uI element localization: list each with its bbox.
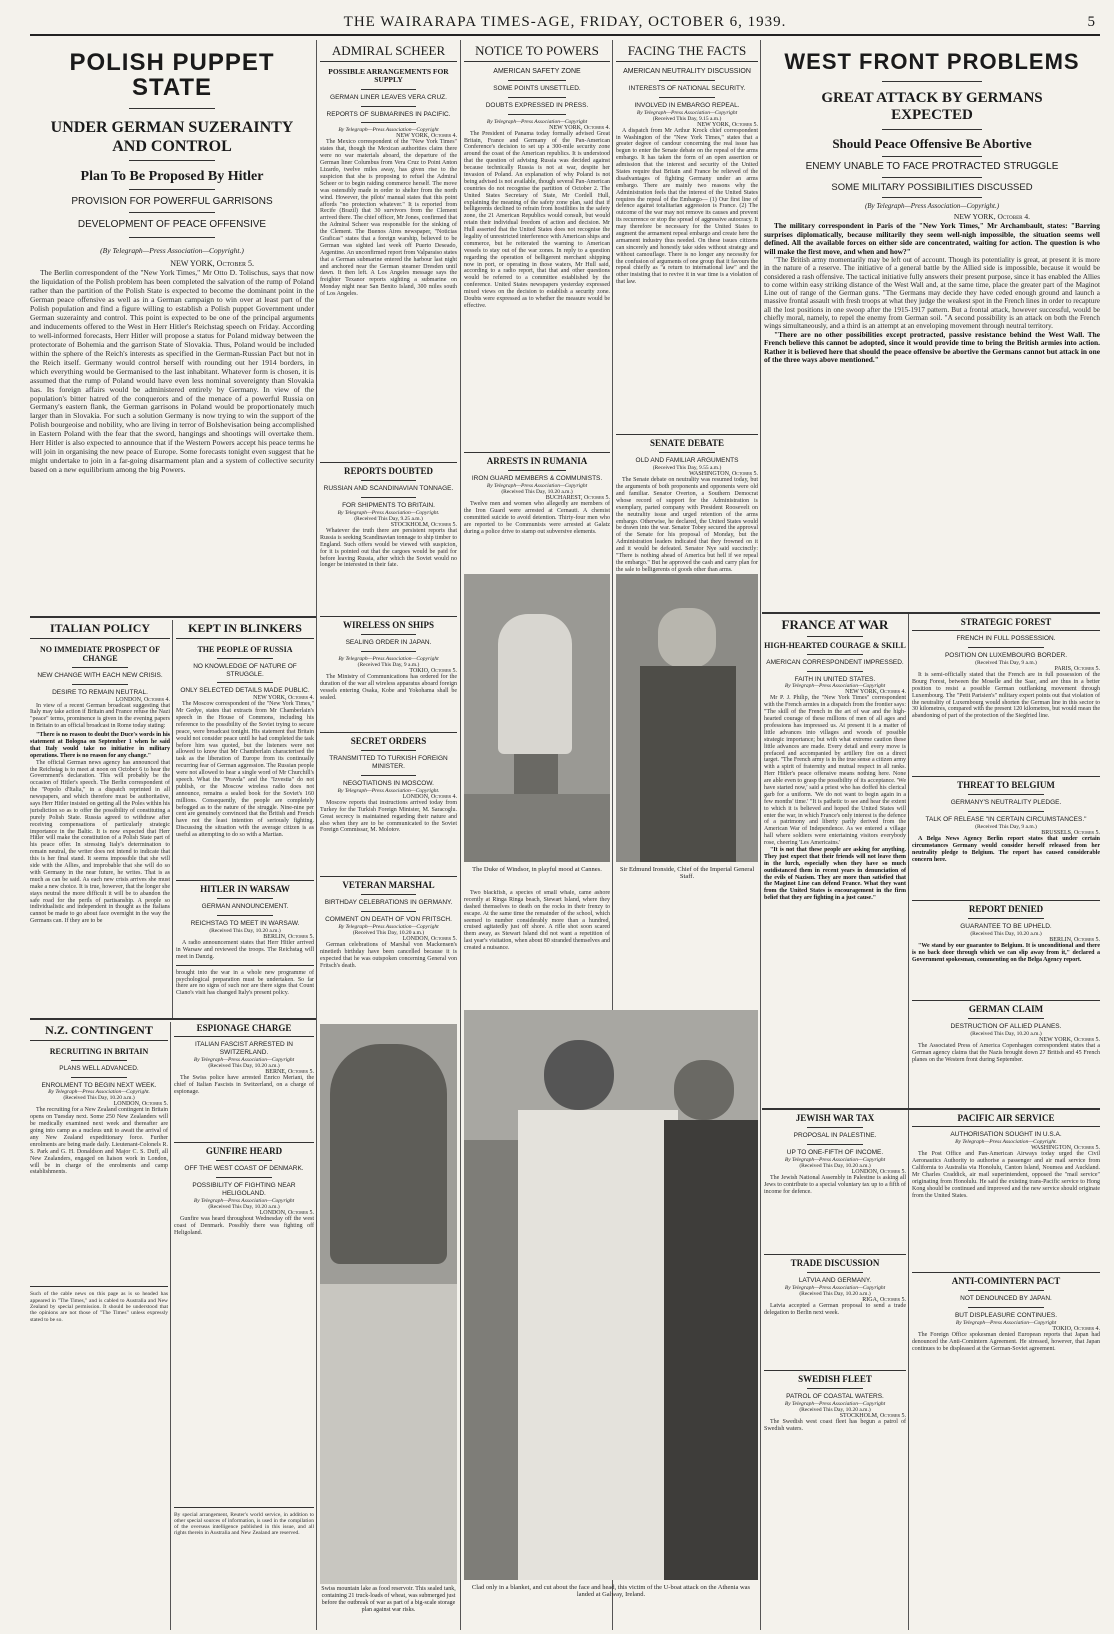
headline: STRATEGIC FOREST xyxy=(912,618,1100,631)
article-body: The Moscow correspondent of the "New York Times," Mr Gedye, states that extracts from Mr Chamberlain's speech in the House of Commons, including his reference to the possibility of the Soviet trying to secure peace, were broadcast tonight. His statement that Britain would not consider peace until he had completed the task before him was quoted, but the listeners were not allowed to know that Mr Chamberlain characterised the task as the liberation of Europe from its continually recurring fear of German aggression. The Russian people were not allowed to hear a single word of Mr Churchill's speech. What the "Pravda" and the "Izvestia" do not publish, or the Moscow wireless radio does not announce, remains a sealed book for the Soviet's 160 millions. Consequently, the people are completely befogged as to the nature of the struggle. Nine-nine per cent are genuinely convinced that the British and French have not the least intention of seriously fighting. Discussing the situation with the average citizen is as useful as attempting to do so with a Martian. xyxy=(176,701,314,839)
subheadline: FRENCH IN FULL POSSESSION. xyxy=(956,635,1056,643)
received-line: (Received This Day, 10.20 a.m.) xyxy=(208,1203,280,1210)
dateline: RIGA, October 5. xyxy=(862,1297,906,1304)
deck: SOME MILITARY POSSIBILITIES DISCUSSED xyxy=(831,181,1033,193)
credit-line: By Telegraph—Press Association—Copyright xyxy=(784,1401,886,1408)
deck: TALK OF RELEASE "IN CERTAIN CIRCUMSTANCES." xyxy=(925,816,1087,824)
article-body: The Senate debate on neutrality was resumed today, but the arguments of both proponents and opponents were old and familiar. Senator Overton, a Southern Democrat whose record of support for the Administration is exemplary, parted company with President Roosevelt on the neutrality issue and urged retention of the arms embargo. Otherwise, he declared, the United States would be drawn into the war. Senator Tobey secured the approval of the Senate for his proposal of Monday, but the Administration leaders indicated that they frowned on it and it would be defeated. Senator Nye said succinctly: "There is nothing ahead of America but hell if we repeal the embargo." But he approved the cash and carry plan for the sale to belligerents of goods other than arms. xyxy=(616,477,758,573)
deck: POSSIBILITY OF FIGHTING NEAR HELIGOLAND. xyxy=(192,1182,296,1198)
deck: FOR SHIPMENTS TO BRITAIN. xyxy=(342,502,435,510)
article-hitler-in-warsaw xyxy=(176,876,314,1016)
subheadline: GUARANTEE TO BE UPHELD. xyxy=(960,923,1052,931)
article-espionage-charge xyxy=(174,1024,314,1134)
dateline: NEW YORK, October 4. xyxy=(845,689,906,696)
article-lead: The military correspondent in Paris of the "New York Times," Mr Archambault, states: "Barring surprises diplomatically, because militarily they seem well-nigh impossible, the situation seems well defined. All the available forces on either side are concentrated, waiting for action. The question is who will make the first move, and when and how?" xyxy=(764,220,1100,256)
dateline: LONDON, October 5. xyxy=(402,936,457,943)
received-line: (Received This Day, 10.20 a.m.) xyxy=(352,930,425,937)
headline: SENATE DEBATE xyxy=(650,438,724,448)
article-body: The Swiss police have arrested Enrico Meriani, the chief of Italian Fascists in Switzerland, on a charge of espionage. xyxy=(174,1075,314,1095)
article-trade-discussion xyxy=(764,1250,906,1360)
article-body: The Swedish west coast fleet has begun a patrol of Swedish waters. xyxy=(764,1419,906,1433)
article-body: "The British army momentarily may be left out of account. Though its potentiality is great, at present it is more in the nature of a reserve. The initiative of a general battle by the Allied side is impossible, because it would be considered a rash offensive. The tactical initiative fully answers their present purpose, since it has enabled the Allies to come within easy striking distance of the West Wall and, at the same time, place the greater part of the Maginot Line out of range of the German guns. "The Germans may decide they have ceded enough ground and launch a massive frontal assault with fresh troops at what they judge the weakest spot in the French lines in order to recapture all the lost positions in one swoop after the 1915-1917 pattern. But a frontal attack, however successful, would be chiefly moral, namely, to repel the enemy from German soil. "A second possibility is an attack on both the French wings simultaneously, and a third is an attempt at an enveloping movement through neutral territory. xyxy=(764,256,1100,331)
article-blackfish xyxy=(464,890,610,1004)
headline: ITALIAN POLICY xyxy=(30,622,170,639)
column-rule xyxy=(170,1022,171,1630)
article-body: Latvia accepted a German proposal to send a trade delegation to Berlin next week. xyxy=(764,1303,906,1317)
article-anti-comintern-pact xyxy=(912,1268,1100,1418)
article-body-continued: brought into the war in a whole new programme of psychological preparation must be undertaken. So far there are no signs of such nor are there signs that Count Ciano's visit has changed Italy's present policy. xyxy=(176,969,314,997)
deck: SOME POINTS UNSETTLED. xyxy=(493,85,581,93)
article-polish-puppet-state xyxy=(30,44,314,614)
credit-line: By Telegraph—Press Association—Copyright xyxy=(955,1320,1057,1327)
received-line: (Received This Day, 10.20 a.m.) xyxy=(209,928,281,935)
received-line: (Received This Day, 10.20 a.m.) xyxy=(799,1291,871,1298)
headline: POLISH PUPPET STATE xyxy=(69,49,275,102)
subheadline: RUSSIAN AND SCANDINAVIAN TONNAGE. xyxy=(323,485,454,493)
subheadline: RECRUITING IN BRITAIN xyxy=(49,1046,149,1056)
deck: NO KNOWLEDGE OF NATURE OF STRUGGLE. xyxy=(193,662,297,678)
article-notice-to-powers xyxy=(464,44,610,444)
article-body: Moscow reports that instructions arrived today from Turkey for the Turkish Foreign Minister, M. Saracoglu. Great secrecy is maintained regarding their nature and also when they are to be communicated to the Soviet Foreign Commissar, M. Molotov. xyxy=(320,799,457,834)
deck: ENROLMENT TO BEGIN NEXT WEEK. xyxy=(41,1081,157,1089)
dateline: PARIS, October 5. xyxy=(1054,666,1100,673)
photo-duke-of-windsor xyxy=(464,574,610,862)
article-secret-orders xyxy=(320,728,457,868)
dateline: LONDON, October 4. xyxy=(115,696,170,703)
credit-line: By Telegraph—Press Association—Copyright xyxy=(636,109,738,116)
article-quote: "There are no other possibilities except protracted, passive resistance behind the West Wall. The French believe this cannot be adopted, since it would provide time to bring the British armies into action. Rather it is believed here that should the peace offensive be abortive the Germans cannot but attack in one of the three ways above mentioned." xyxy=(764,329,1100,365)
dateline: NEW YORK, October 5. xyxy=(1039,1037,1100,1044)
credit-line: (By Telegraph—Press Association—Copyright.) xyxy=(100,246,244,256)
subheadline: Plan To Be Proposed By Hitler xyxy=(80,169,264,185)
headline: ESPIONAGE CHARGE xyxy=(174,1024,314,1037)
column-rule xyxy=(172,620,173,1020)
received-line: (Received This Day, 9.25 a.m.) xyxy=(354,516,423,523)
deck: POSITION ON LUXEMBOURG BORDER. xyxy=(944,652,1068,660)
dateline: WASHINGTON, October 5. xyxy=(1031,1145,1100,1152)
article-body: The Post Office and Pan-American Airways today urged the Civil Aeronautics Authority to authorise a passenger and air mail service from California to Australia via Honolulu, Canton Island, Noumea and Auckland. Mr Charles Craddick, air mail superintendent, opposed the "mail service" originating from Honolulu. He said the existing trans-Pacific service to Hong Kong should be continued and improved and the new service should originate from the United States. xyxy=(912,1151,1100,1199)
headline: THREAT TO BELGIUM xyxy=(957,780,1055,790)
column-rule xyxy=(316,40,317,1630)
headline: REPORT DENIED xyxy=(968,904,1044,914)
received-line: (Received This Day, 10.20 a.m.) xyxy=(501,489,573,496)
deck: REPORTS OF SUBMARINES IN PACIFIC. xyxy=(326,110,451,118)
article-body: A radio announcement states that Herr Hitler arrived in Warsaw and reviewed the troops. The Reichstag will meet in Danzig. xyxy=(176,940,314,960)
photo-caption: Clad only in a blanket, and cut about the face and head, this victim of the U-boat attack on the Athenia was landed at Galway, Ireland. xyxy=(471,1584,751,1599)
article-body: Whatever the truth there are persistent reports that Russia is seeking Scandinavian tonnage to ship timber to England. Such offers would be viewed with suspicion, for it is pointed out that the cargoes would be paid for before leaving Russia, after which the Soviet would no longer be interested in their fate. xyxy=(320,528,457,569)
article-quote: "It is not that these people are asking for anything. They just expect that their friends will not leave them in the lurch, especially when they have so much outdistanced them in recent years in denunciation of the evils of Nazism. They are more than satisfied that the Maginot Line can defend France. What they want from the United States is encouragement in the firm belief that they are fighting in a just cause." xyxy=(764,847,906,902)
credit-line: By Telegraph—Press Association—Copyright. xyxy=(48,1089,150,1096)
column-rule xyxy=(460,40,461,1630)
subheadline: TRANSMITTED TO TURKISH FOREIGN MINISTER. xyxy=(329,755,448,771)
subheadline: GERMAN ANNOUNCEMENT. xyxy=(201,903,289,911)
dateline: LONDON, October 4. xyxy=(402,793,457,800)
dateline: NEW YORK, October 4. xyxy=(953,211,1030,221)
deck: DOUBTS EXPRESSED IN PRESS. xyxy=(485,101,589,109)
headline: VETERAN MARSHAL xyxy=(342,880,435,890)
credit-line: By Telegraph—Press Association—Copyright. xyxy=(337,787,440,794)
headline: HITLER IN WARSAW xyxy=(200,884,290,894)
subheadline: AMERICAN SAFETY ZONE xyxy=(493,67,581,75)
article-wireless-on-ships xyxy=(320,612,457,724)
subheadline: NOT DENOUNCED BY JAPAN. xyxy=(960,1295,1052,1303)
subheadline: NO IMMEDIATE PROSPECT OF CHANGE xyxy=(40,644,160,663)
article-body: Gunfire was heard throughout Wednesday off the west coast of Denmark. Possibly there was fighting off Heligoland. xyxy=(174,1215,314,1236)
dateline: TOKIO, October 5. xyxy=(409,668,457,675)
article-body: The President of Panama today formally advised Great Britain, France and Germany of the Pan-American Conference's decision to set up a 300-mile security zone around the coast of the American republics. It is understood that the question of advising Russia was decided against because technically Russia is not at war, despite her invasion of Poland. An explanation of why Poland is not being advised is not available, though several Pan-American countries do not recognise the partition of October 2. The United States Secretary of State, Mr Cordell Hull, explaining the meaning of the safety zone plan, said that if belligerents declined to refrain from hostilities in the safety zone, the 21 American Republics would consult, but would retain their individual freedom of action and decision. Mr Hull asserted that the United States does not recognise the legality of unrestricted interference with American ships and commerce, but he reiterated the warning to American vessels to stay out of the war zones. In reply to a question regarding the operation of belligerent merchant shipping now in port, or operating in those waters, Mr Hull said, according to a radio report, that that and other questions would be referred to a committee established by the conference. United States newspapers yesterday expressed mixed views on the decision to establish a security zone. Doubts were expressed as to whether the measure would be effective. xyxy=(464,130,610,309)
subheadline: ITALIAN FASCIST ARRESTED IN SWITZERLAND. xyxy=(194,1041,293,1057)
dateline: NEW YORK, October 4. xyxy=(253,695,314,702)
received-line: (Received This Day, 10.20 a.m.) xyxy=(799,1407,871,1414)
deck: AMERICAN CORRESPONDENT IMPRESSED. xyxy=(766,658,904,666)
photo-athenia-victim xyxy=(464,1010,758,1580)
credit-line: By Telegraph—Press Association—Copyright xyxy=(338,656,439,663)
credit-line: By Telegraph—Press Association—Copyright xyxy=(193,1057,295,1064)
received-line: (Received This Day, 9 a.m.) xyxy=(975,824,1037,831)
subheadline: SEALING ORDER IN JAPAN. xyxy=(345,639,432,647)
received-line: (Received This Day, 9.55 a.m.) xyxy=(652,465,722,472)
column-rule xyxy=(908,614,909,1630)
credit-line: By Telegraph—Press Association—Copyright xyxy=(784,683,886,690)
article-jewish-war-tax xyxy=(764,1114,906,1244)
headline: GUNFIRE HEARD xyxy=(205,1146,283,1156)
headline: ADMIRAL SCHEER xyxy=(320,44,457,62)
article-body: A dispatch from Mr Arthur Krock chief correspondent in Washington of the "New York Times," states that a greater degree of candour concerning the real issue has begun to enter the Senate debate on the repeal of the arms embargo. It has taken the form of an open assertion or admission that the interest and security of the United States require that Britain and France be relieved of the disadvantages of fighting Germany under an arms embargo. There are mainly two reasons why the Administration feels that the interest of the United States requires the repeal of the Embargo— (1) Our first line of defence against totalitarian aggression is France. (2) The outcome of the war may not remove its causes and prevent its recurrence or stop the spread of aggressive autocracy. It may therefore be necessary for the United States to augment the armament repeal embargo and create here the armament industry thus needed. On these issues citizens can sincerely and honestly take sides without strategy and without camouflage. There is no longer any necessity for the confusion of arguments of one group that it favours the repeal chiefly as "a return to international law" and the other insisting that to revive it in war time is a violation of that law. xyxy=(616,127,758,286)
subheadline: OFF THE WEST COAST OF DENMARK. xyxy=(184,1165,304,1173)
subheadline: AMERICAN NEUTRALITY DISCUSSION xyxy=(623,67,751,75)
credit-line: By Telegraph—Press Association—Copyright xyxy=(486,118,588,125)
dateline: STOCKHOLM, October 5. xyxy=(839,1413,906,1420)
article-arrests-in-rumania xyxy=(464,448,610,568)
deck: INTERESTS OF NATIONAL SECURITY. xyxy=(628,85,746,93)
article-nz-contingent xyxy=(30,1024,168,1630)
photo-edmund-ironside xyxy=(616,574,758,862)
deck: REICHSTAG TO MEET IN WARSAW. xyxy=(190,920,300,928)
article-quote: "There is no reason to doubt the Duce's words in his statement at Bologna on September 1 when he said that Italy would take no initiative in military operations. There is no reason for any change." xyxy=(30,732,170,759)
subheadline: PROPOSAL IN PALESTINE. xyxy=(793,1132,877,1140)
headline: WIRELESS ON SHIPS xyxy=(342,620,435,630)
deck: DESIRE TO REMAIN NEUTRAL. xyxy=(52,688,148,696)
dateline: NEW YORK, October 5. xyxy=(170,259,254,269)
article-veteran-marshal xyxy=(320,872,457,1018)
dateline: BRUSSELS, October 5. xyxy=(1041,830,1100,837)
subheadline: AUTHORISATION SOUGHT IN U.S.A. xyxy=(950,1131,1062,1139)
column-rule xyxy=(760,40,761,1630)
article-body: A Belga News Agency Berlin report states that under certain circumstances Germany would consider herself released from her neutrality pledge to Belgium. The report has caused considerable concern here. xyxy=(912,836,1100,863)
headline: GERMAN CLAIM xyxy=(968,1004,1044,1014)
headline: NOTICE TO POWERS xyxy=(464,44,610,62)
deck: UP TO ONE-FIFTH OF INCOME. xyxy=(786,1149,884,1157)
received-line: (Received This Day, 10.20 a.m.) xyxy=(63,1095,135,1102)
article-pacific-air-service xyxy=(912,1114,1100,1264)
article-body: The recruiting for a New Zealand contingent in Britain opens on Tuesday next. Some 250 New Zealanders will be medically examined next week and thereafter are going into camp as a nucleus unit to await the arrival of any New Zealand expeditionary force. Further enrolments are being made daily. Lieutenant-Colonels R. S. Park and G. H. Donaldson and Major C. S. Duff, all New Zealanders, engaged on liaison work in London, will be in charge of the enrolments and camp establishments. xyxy=(30,1107,168,1176)
headline: SWEDISH FLEET xyxy=(798,1374,872,1384)
article-body: Twelve men and women who allegedly are members of the Iron Guard were arrested at Cernauti. A chemist committed suicide to avoid detention. Thirty-four men who are reported to be Communists were arrested at Galatz during a police drive to stamp out subversive elements. xyxy=(464,501,610,535)
deck: NEGOTIATIONS IN MOSCOW. xyxy=(343,780,434,788)
deck: GERMAN LINER LEAVES VERA CRUZ. xyxy=(330,93,447,101)
dateline: NEW YORK, October 4. xyxy=(396,133,457,140)
deck: DEVELOPMENT OF PEACE OFFENSIVE xyxy=(77,219,267,231)
headline: WEST FRONT PROBLEMS xyxy=(784,49,1080,74)
credit-line: By Telegraph—Press Association—Copyright xyxy=(338,924,439,931)
article-body: Mr P. J. Philip, the "New York Times" correspondent with the French armies in a dispatch from the frontier says: "The skill of the French in the art of war and the high-hearted courage of these millions of men of all ages and professions has impressed us. At present it is a matter of little advances into villages and woods of possible strategic importance; but with what extreme caution these little advances are made. Every detail and every move is prefaced and accompanied by artillery fire on a direct target. "The French army is in the true sense a citizen army with a spirit of fraternity and mutual respect in all ranks. Herr Hitler's peace offensive means nothing here. None are able even to grasp the possibility of its acceptance. 'We have started now,' said a priest who has doffed his clerical garb for a uniform. 'We do not want to begin again in a few months' time.' "It is pathetic to see and hear the extent to which it is believed and hoped the United States will enter the war, in which France's only interest is the defence of a patrimony and liberty partly derived from the American War of Independence. As we entered a village hall where soldiers were entertaining visitors everybody rose, cheering 'Les Americains.' xyxy=(764,695,906,847)
deck: INVOLVED IN EMBARGO REPEAL. xyxy=(634,101,740,109)
credit-line: By Telegraph—Press Association—Copyright xyxy=(784,1285,886,1292)
subheadline: UNDER GERMAN SUZERAINTY AND CONTROL xyxy=(50,119,294,155)
headline: ANTI-COMINTERN PACT xyxy=(951,1276,1061,1286)
article-body: The Foreign Office spokesman denied European reports that Japan had denounced the Anti-Comintern Agreement. He stressed, however, that Japan continues to be displeased at the German-Soviet agreement. xyxy=(912,1332,1100,1352)
credit-line: By Telegraph—Press Association—Copyright xyxy=(193,1197,295,1204)
subheadline: PATROL OF COASTAL WATERS. xyxy=(786,1393,884,1401)
article-body: The official German news agency has announced that the Reichstag is to meet at noon on October 6 to hear the Government's declaration. This will probably be the occasion of Hitler's speech. The Berlin correspondent of the "Popolo d'Italia," in a dispatch reprinted in all newspapers, and which therefore must be authoritative, says Herr Hitler insisted on getting all the Poles within his jurisdiction so as to offer the possibility of constituting a purely Polish State. Russia agreed to withdraw after receiving compensations of particularly strategic importance in the Baltic. It is now expected that Herr Hitler will make the constitution of a Polish State part of his peace offer. In stressing Italy's determination to remain neutral, the writer does not intend to indicate that this is her final stand. It seems impossible that she will side with the Allies, and improbable that she will do so with Germany in the near future, he writes. That is as much as can be said. As each new crisis arrives she must make a new choice. It is true, however, that the longer she stays neutral the more difficult it will be to abandon the safe road for the perils of partisanship. A people so individualistic and independent in thought as the Italians cannot be made to go about face overnight in the way the Germans can. If they are to be xyxy=(30,759,170,925)
deck: ONLY SELECTED DETAILS MADE PUBLIC. xyxy=(180,687,310,695)
received-line: (Received This Day, 10.20 a.m.) xyxy=(970,931,1042,938)
article-reports-doubted xyxy=(320,458,457,608)
photo-caption: The Duke of Windsor, in playful mood at Cannes. xyxy=(472,866,602,873)
subheadline: GREAT ATTACK BY GERMANS EXPECTED xyxy=(821,90,1043,124)
credit-line: By Telegraph—Press Association—Copyright. xyxy=(955,1139,1057,1146)
article-body: In view of a recent German broadcast suggesting that Italy may take action if Britain and France refuse the Nazi "peace" terms, prominence is given in the evening papers in Britain to an official broadcast in Rome today stating: xyxy=(30,702,170,730)
headline: TRADE DISCUSSION xyxy=(790,1258,880,1268)
subheadline: POSSIBLE ARRANGEMENTS FOR SUPPLY xyxy=(328,66,449,85)
credit-line: By Telegraph—Press Association—Copyright xyxy=(784,1157,886,1164)
article-swedish-fleet xyxy=(764,1366,906,1626)
received-line: (Received This Day, 9.15 a.m.) xyxy=(652,115,722,122)
page-number: 5 xyxy=(1087,14,1096,30)
article-body: The Jewish National Assembly in Palestine is asking all Jews to contribute to a special voluntary tax up to a fifth of income for defence. xyxy=(764,1175,906,1195)
article-france-at-war xyxy=(764,618,906,1106)
article-facing-the-facts xyxy=(616,44,758,428)
photo-caption: Sir Edmund Ironside, Chief of the Imperial General Staff. xyxy=(619,866,755,881)
dateline: STOCKHOLM, October 5. xyxy=(390,522,457,529)
deck: BUT DISPLEASURE CONTINUES. xyxy=(954,1312,1058,1320)
credit-line: By Telegraph—Press Association—Copyright xyxy=(338,127,439,134)
headline: JEWISH WAR TAX xyxy=(795,1114,875,1123)
footnote: Such of the cable news on this page as is so headed has appeared in "The Times," and is cabled to Australia and New Zealand by special permission. It should be understood that the opinions are not those of "The Times" unless expressly stated to be so. xyxy=(30,1291,168,1323)
article-admiral-scheer xyxy=(320,44,457,454)
received-line: (Received This Day, 9 a.m.) xyxy=(357,662,420,669)
dateline: LONDON, October 5. xyxy=(259,1209,314,1216)
masthead xyxy=(30,12,1100,36)
received-line: (Received This Day, 9 a.m.) xyxy=(975,660,1037,667)
section-rule xyxy=(30,616,316,618)
article-body: German celebrations of Marshal von Mackensen's ninetieth birthday have been cancelled because it is expected that he was outspoken concerning General von Fritsch's death. xyxy=(320,942,457,969)
headline: N.Z. CONTINGENT xyxy=(30,1024,168,1041)
received-line: (Received This Day, 10.20 a.m.) xyxy=(799,1163,871,1170)
dateline: NEW YORK, October 4. xyxy=(549,124,610,131)
subheadline: IRON GUARD MEMBERS & COMMUNISTS. xyxy=(471,475,603,483)
footnote: By special arrangement, Reuter's world service, in addition to other special sources of information, is used in the compilation of the overseas intelligence published in this issue, and all rights therein in Australia and New Zealand are reserved. xyxy=(174,1511,314,1537)
credit-line: (By Telegraph—Press Association—Copyright.) xyxy=(864,201,1000,210)
section-rule xyxy=(762,612,1100,614)
article-gunfire-heard xyxy=(174,1138,314,1626)
deck: ENEMY UNABLE TO FACE PROTRACTED STRUGGLE xyxy=(805,160,1059,172)
headline: SECRET ORDERS xyxy=(350,736,427,746)
subheadline: THE PEOPLE OF RUSSIA xyxy=(197,644,293,654)
headline: FACING THE FACTS xyxy=(616,44,758,62)
article-body: The Ministry of Communications has ordered for the duration of the war all wireless apparatus aboard foreign vessels entering Osaka, Kobe and Yokohama shall be sealed. xyxy=(320,674,457,701)
subheadline: GERMANY'S NEUTRALITY PLEDGE. xyxy=(950,799,1062,807)
article-body: Two blackfish, a species of small whale, came ashore recently at Ringa Ringa beach, Stewart Island, where they dashed themselves to death on the rocks in their frenzy to escape. At the same time the remainder of the school, which seemed to number considerably more than a hundred, cruised agitatedly just off shore. A rifle shot soon scared them away, as Stewart Island did not want a repetition of last year's visitation, when about 80 stranded themselves and created a nuisance. xyxy=(464,890,610,952)
section-rule xyxy=(30,1018,316,1020)
headline: FRANCE AT WAR xyxy=(781,618,889,632)
headline: KEPT IN BLINKERS xyxy=(176,622,314,639)
subheadline: OLD AND FAMILIAR ARGUMENTS xyxy=(635,457,739,465)
dateline: TOKIO, October 4. xyxy=(1052,1326,1100,1333)
headline: REPORTS DOUBTED xyxy=(344,466,433,476)
article-west-front-problems xyxy=(764,44,1100,610)
article-body: It is semi-officially stated that the French are in full possession of the Bourg Forest, between the Moselle and the Saar, and are thus in a better position to resist a possible German outflanking movement through Luxembourg. The "Petit Parisien's" military expert points out that violation of the neutrality of Luxembourg would shorten the German line in this sector to 30 kilometres, compared with the present 120 kilometres, but would mean the abandoning of part of the protection of the Siegfried line. xyxy=(912,672,1100,720)
deck: COMMENT ON DEATH OF VON FRITSCH. xyxy=(325,916,452,924)
deck: PLANS WELL ADVANCED. xyxy=(59,1064,139,1072)
dateline: LONDON, October 5. xyxy=(851,1169,906,1176)
received-line: (Received This Day, 10.20 a.m.) xyxy=(208,1063,280,1070)
headline: ARRESTS IN RUMANIA xyxy=(486,456,588,466)
article-report-denied xyxy=(912,896,1100,992)
dateline: NEW YORK, October 5. xyxy=(697,121,758,128)
dateline: BUCHAREST, October 5. xyxy=(545,495,610,502)
deck: NEW CHANGE WITH EACH NEW CRISIS. xyxy=(37,671,163,679)
subheadline: Should Peace Offensive Be Abortive xyxy=(832,135,1032,151)
article-threat-to-belgium xyxy=(912,772,1100,892)
deck: PROVISION FOR POWERFUL GARRISONS xyxy=(71,196,273,208)
credit-line: By Telegraph—Press Association—Copyright xyxy=(486,483,588,490)
masthead-title: THE WAIRARAPA TIMES-AGE, FRIDAY, OCTOBER 6, 1939. xyxy=(343,14,787,30)
received-line: (Received This Day, 10.20 a.m.) xyxy=(970,1031,1042,1038)
credit-line: By Telegraph—Press Association—Copyright. xyxy=(337,510,440,517)
subheadline: BIRTHDAY CELEBRATIONS IN GERMANY. xyxy=(324,899,453,907)
photo-swiss-reservoir xyxy=(320,1024,457,1584)
dateline: BERLIN, October 5. xyxy=(1049,937,1100,944)
subheadline: LATVIA AND GERMANY. xyxy=(798,1277,872,1285)
photo-caption: Swiss mountain lake as food reservoir. This sealed tank, containing 21 truck-loads of wheat, was submerged just before the outbreak of war as part of a big-scale storage plan against war risks. xyxy=(321,1586,456,1613)
dateline: BERLIN, October 5. xyxy=(263,934,314,941)
article-strategic-forest xyxy=(912,618,1100,768)
article-german-claim xyxy=(912,996,1100,1106)
section-rule xyxy=(762,1108,1100,1110)
article-body: The Associated Press of America Copenhagen correspondent states that a German agency claims that the Nazis brought down 27 British and 45 French planes on the Western front during September. xyxy=(912,1043,1100,1064)
article-body: The Berlin correspondent of the "New York Times," Mr Otto D. Tolischus, says that now the liquidation of the Polish problem has been completed the salvation of the rump of Poland rather than the partition of the Polish State is expected to become the dominant point in the German peace offensive as well as in a German campaign to win over at least part of the Polish population and find a figure willing to establish a Polish puppet Government under German suzerainty and control. This point is expected to be one of the principal arguments and inducements offered to the West in Herr Hitler's Reichstag speech on Friday. According to well-informed forecasts, Herr Hitler will propose a status for Poland midway between the protectorate of Bohemia and the garrison State of Slovakia. Thus, Poland would be included within the sphere of the Reich's interests as specified in the German-Russian Pact but not in the Reich itself. Germany would control herself with rounding out her 1914 borders, in which everything would be Germanised to the last inhabitant. Whatever form is chosen, it is assumed that the rump of Poland would have even less nominal sovereignty than Slovakia has. Its foreign affairs would be administered entirely by Germany. In view of the population's bitter hatred of the conquerors and of the menace of a powerful Russia on Germany's eastern flank, the German garrisons in Poland would be proportionately much larger than in Slovakia. For such a solution Germany is now trying to win the support of the Polish bourgeoise and nobility, who are living in terror of Bolshevisation being accomplished in Eastern Poland with the fear that the sword, hangings and shootings will overtake them. Herr Hitler is also expected to announce that if the Western Powers accept his peace terms he will join in organising the new peace of Europe. Some forecasts tonight even suggest that he might undertake to join in a far-going disarmament plan and a system of collective security based on a new equilibrium among the big Powers. xyxy=(30,268,314,475)
article-body: "We stand by our guarantee to Belgium. It is unconditional and there is no back door through which we can slip away from it," declared a Government spokesman, commenting on the Belga Agency report. xyxy=(912,943,1100,964)
article-italian-policy xyxy=(30,622,170,1018)
dateline: WASHINGTON, October 5. xyxy=(689,471,758,478)
subheadline: HIGH-HEARTED COURAGE & SKILL xyxy=(764,640,906,650)
dateline: BERNE, October 5. xyxy=(265,1069,314,1076)
headline: PACIFIC AIR SERVICE xyxy=(912,1114,1100,1127)
dateline: LONDON, October 5. xyxy=(113,1101,168,1108)
article-body: The Mexico correspondent of the "New York Times" states that, though the Mexican authorities claim there were no war materials aboard, the departure of the German liner Columbus from Vera Cruz to Point Anton Lizardo, twelve miles away, has given rise to the suspicion that she is proposing to refuel the Admiral Scheer or to begin raiding commerce herself. The move was ostensibly made in order to shelter from the north wind. However, the pilots' manual states that this point affords "no protection whatever." It is reported from Recife (Brazil) that 30 survivors from the Clement arrived there. The chief officer, Mr Jones, confirmed that the Admiral Scheer was responsible for the sinking of the Clement. The Buenos Aires newspaper, "Noticias Graficas" states that a foreign warship, believed to be German was sighted last week off Puerto Deseado, Argentine. An unconfirmed report from Valparaiso states that a German submarine entered the harbour last night and anchored near the German steamer Dresden until dawn. It then left. A Los Angeles message says the freighter Texanor reports sighting a submarine on Monday night near San Benito Island, 300 miles south of Los Angeles. xyxy=(320,139,457,298)
article-kept-in-blinkers xyxy=(176,622,314,872)
subheadline: DESTRUCTION OF ALLIED PLANES. xyxy=(950,1023,1062,1031)
deck: FAITH IN UNITED STATES. xyxy=(794,675,876,683)
